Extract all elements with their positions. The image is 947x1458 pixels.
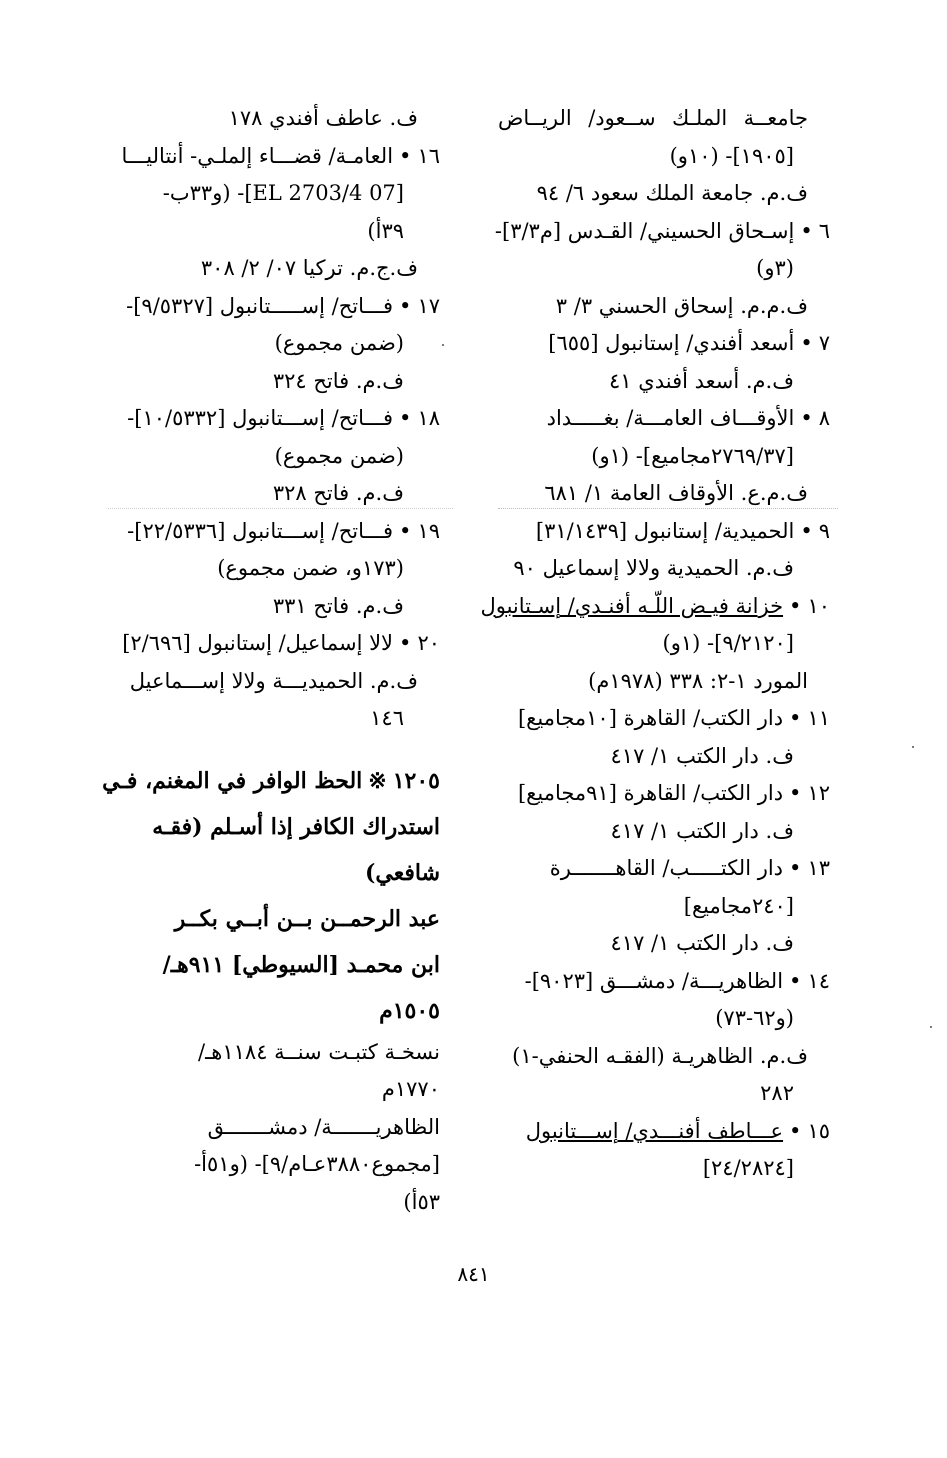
- bullet-icon: •: [789, 706, 802, 730]
- entry-title-line: [108, 850, 440, 896]
- entry-line-text: [07 EL 2703/4]- (و٣٣ب-: [162, 181, 404, 205]
- entry-line: [108, 700, 440, 738]
- item-text: الظاهريـــة/ دمشـــق [٩٠٢٣]-: [524, 968, 784, 993]
- numbered-item-14: [498, 963, 830, 1001]
- entry-line-text: ف.م. فاتح ٣٣١: [272, 593, 404, 618]
- item-number: ١٩: [417, 518, 440, 543]
- numbered-item-15: [498, 1113, 830, 1151]
- entry-line: [498, 138, 830, 176]
- bullet-icon: •: [789, 856, 802, 880]
- item-text: دار الكتب/ القاهرة [٩١مجاميع]: [517, 781, 784, 805]
- author-name: ابن محمـد [السيوطي] ٩١١هـ/: [162, 951, 440, 978]
- entry-line-text: ف.م.م. إسحاق الحسني ٣/ ٣: [555, 293, 808, 318]
- copy-line: [108, 1146, 440, 1184]
- entry-line-text: ف. دار الكتب ١/ ٤١٧: [610, 743, 794, 768]
- item-text: فـــاتح/ إســـتانبول [٢٢/٥٣٣٦]-: [127, 518, 394, 543]
- entry-line-text: [٩/٢١٢٠]- (١و): [662, 631, 794, 655]
- bullet-icon: •: [789, 968, 802, 993]
- item-text: الأوقـــاف العامـــة/ بغـــــداد: [546, 406, 795, 430]
- entry-line: [498, 1000, 830, 1038]
- entry-line: [108, 100, 440, 138]
- entry-line-text: ٢٨٢: [760, 1081, 794, 1105]
- bullet-icon: •: [789, 781, 802, 805]
- copy-text: ٥٣أ): [403, 1189, 440, 1214]
- item-number: ١٧: [417, 293, 440, 318]
- numbered-item-8: [498, 400, 830, 438]
- scan-speck: [442, 344, 444, 346]
- numbered-item-10: [480, 588, 830, 626]
- entry-title-line: [108, 804, 440, 850]
- entry-line-text: ف.م. جامعة الملك سعود ٦/ ٩٤: [536, 181, 808, 205]
- bullet-icon: •: [399, 631, 412, 655]
- entry-line-text: (ضمن مجموع): [274, 443, 404, 468]
- bullet-icon: •: [800, 218, 813, 243]
- entry-line: [498, 550, 830, 588]
- item-text: فـــاتح/ إســـــتانبول [٩/٥٣٢٧]-: [126, 293, 394, 318]
- copy-line: [108, 1034, 440, 1072]
- entry-line: [108, 475, 440, 513]
- copy-text: الظاهريـــــــة/ دمشـــــــق: [207, 1114, 440, 1139]
- entry-line: [108, 250, 440, 288]
- entry-line: [108, 588, 440, 626]
- entry-line-text: ف. دار الكتب ١/ ٤١٧: [610, 931, 794, 955]
- entry-line: [498, 175, 830, 213]
- entry-line-text: [٢٧٦٩/٣٧مجاميع]- (١و): [591, 443, 794, 468]
- entry-line: [498, 1150, 830, 1188]
- numbered-item-7: [498, 325, 830, 363]
- entry-line: جامعــة الملـك ســعود/ الريــاض: [498, 106, 808, 130]
- numbered-item-12: [498, 775, 830, 813]
- bullet-icon: •: [399, 518, 412, 543]
- entry-line-text: [٢٤٠مجاميع]: [683, 893, 794, 918]
- item-number: ١٨: [417, 406, 440, 430]
- entry-line: [498, 1075, 830, 1113]
- scan-speck: [930, 1026, 932, 1028]
- entry-line-text: ف. دار الكتب ١/ ٤١٧: [610, 818, 794, 843]
- entry-line: [108, 175, 440, 213]
- bullet-icon: •: [399, 406, 412, 430]
- item-text: الحميدية/ إستانبول [٣١/١٤٣٩]: [535, 518, 795, 543]
- entry-line-text: ف.م.ع. الأوقاف العامة ١/ ٦٨١: [544, 481, 808, 505]
- item-text: أسعد أفندي/ إستانبول [٦٥٥]: [548, 331, 795, 355]
- entry-line-text: ف.م. أسعد أفندي ٤١: [609, 368, 794, 393]
- bullet-icon: •: [789, 1118, 802, 1143]
- scan-dotted-line: [108, 508, 453, 509]
- item-number: ١٦: [417, 143, 440, 168]
- numbered-item-11: [498, 700, 830, 738]
- entry-title: استدراك الكافر إذا أسـلم (فقـه: [152, 813, 440, 840]
- right-column: [480, 100, 830, 1188]
- item-text: العامـة/ قضـــاء إلملـي- أنتاليـــا: [121, 143, 394, 168]
- bullet-icon: •: [789, 593, 802, 618]
- copy-text: ١٧٧٠م: [381, 1077, 440, 1101]
- star-icon: ※: [368, 767, 387, 794]
- item-text: خزانة فيـض اللّـه أفنـدي/ إسـتانبول: [480, 593, 784, 618]
- entry-line: [498, 438, 830, 476]
- numbered-item-20: [108, 625, 440, 663]
- item-number: ١٠: [807, 593, 830, 618]
- numbered-item-6: [494, 213, 830, 251]
- left-column: [102, 100, 440, 1221]
- item-number: ١٣: [807, 856, 830, 880]
- item-number: ١٤: [807, 968, 830, 993]
- entry-line-text: ف. عاطف أفندي ١٧٨: [228, 106, 418, 130]
- copy-text: نسخـة كتبـت سنــة ١١٨٤هـ/: [198, 1039, 440, 1064]
- entry-line: [108, 438, 440, 476]
- item-text: إسـحاق الحسيني/ القـدس [م٣/٣]-: [494, 218, 795, 243]
- spacer: [108, 738, 440, 758]
- copy-text: [مجموع٣٨٨٠عـام/٩]- (و٥١أ-: [194, 1152, 440, 1176]
- entry-line-text: [٢٤/٢٨٢٤]: [702, 1156, 794, 1180]
- item-text: لالا إسماعيل/ إستانبول [٢/٦٩٦]: [122, 631, 394, 655]
- item-text: عـــاطف أفنـــدي/ إســـتانبول: [525, 1118, 784, 1143]
- numbered-item-13: [498, 850, 830, 888]
- bullet-icon: •: [399, 293, 412, 318]
- author-name: عبد الرحمــن بــن أبــي بكــر: [174, 905, 440, 932]
- entry-line: [498, 813, 830, 851]
- copy-line: [108, 1109, 440, 1147]
- entry-line-text: ١٤٦: [370, 706, 404, 730]
- bullet-icon: •: [800, 406, 813, 430]
- item-number: ٦: [818, 218, 830, 243]
- entry-line-text: (١٧٣و، ضمن مجموع): [217, 556, 404, 580]
- entry-line-text: [١٩٠٥]- (١٠و): [669, 143, 794, 168]
- entry-line-text: (و٦٢-٧٣): [715, 1006, 794, 1030]
- copy-line: [108, 1071, 440, 1109]
- bullet-icon: •: [800, 331, 813, 355]
- entry-line: [498, 1038, 830, 1076]
- entry-line: [108, 325, 440, 363]
- bullet-icon: •: [800, 518, 813, 543]
- page-number: ٨٤١: [457, 1262, 490, 1286]
- author-line: [108, 988, 440, 1034]
- entry-line-text: ف.م. الحميديـــة ولالا إســـماعيل: [129, 668, 418, 693]
- entry-line: [498, 925, 830, 963]
- entry-line-text: ف.م. فاتح ٣٢٨: [272, 481, 404, 505]
- entry-line: [108, 213, 440, 251]
- entry-heading: [102, 758, 440, 804]
- entry-line: [108, 663, 440, 701]
- item-number: ١١: [807, 706, 830, 730]
- entry-line-text: ٣٩أ): [367, 218, 404, 243]
- entry-line: [498, 663, 830, 701]
- entry-line: [498, 888, 830, 926]
- entry-line: [498, 738, 830, 776]
- entry-line-text: ف.ج.م. تركيا ٠٧/ ٢/ ٣٠٨: [200, 256, 418, 280]
- item-number: ٨: [818, 406, 830, 430]
- numbered-item-9: [498, 513, 830, 551]
- item-number: ٧: [818, 331, 830, 355]
- entry-title: الحظ الوافر في المغنم، فـي: [102, 767, 363, 794]
- author-date: ١٥٠٥م: [379, 997, 440, 1024]
- entry-line: [498, 250, 830, 288]
- entry-line: [498, 288, 830, 326]
- entry-line-text: ف.م. الظاهريـة (الفقـه الحنفي-١): [512, 1043, 808, 1068]
- entry-title: شافعي): [364, 859, 440, 886]
- copy-line: [108, 1184, 440, 1222]
- entry-line-text: (٣و): [756, 256, 794, 280]
- item-text: فـــاتح/ إســـتانبول [١٠/٥٣٣٢]-: [127, 406, 394, 430]
- scan-speck: [912, 746, 914, 748]
- item-number: ٩: [818, 518, 830, 543]
- numbered-item-18: [108, 400, 440, 438]
- entry-line: [498, 475, 830, 513]
- item-text: دار الكتـــــب/ القاهـــــــرة: [549, 856, 784, 880]
- item-number: ١٥: [807, 1118, 830, 1143]
- entry-number: ١٢٠٥: [392, 767, 440, 794]
- bullet-icon: •: [399, 143, 412, 168]
- item-number: ١٢: [807, 781, 830, 805]
- entry-line-text: ف.م. فاتح ٣٢٤: [272, 368, 404, 393]
- entry-line: [108, 363, 440, 401]
- item-text: دار الكتب/ القاهرة [١٠مجاميع]: [517, 706, 784, 730]
- entry-line: [498, 625, 830, 663]
- entry-line: [498, 363, 830, 401]
- entry-line-text: ف.م. الحميدية ولالا إسماعيل ٩٠: [513, 556, 794, 580]
- entry-line: [108, 550, 440, 588]
- item-number: ٢٠: [417, 631, 440, 655]
- author-line: [108, 896, 440, 942]
- scan-dotted-line: [498, 508, 838, 509]
- numbered-item-17: [108, 288, 440, 326]
- entry-line-text: (ضمن مجموع): [274, 331, 404, 355]
- author-line: [108, 942, 440, 988]
- entry-line-text: المورد ١-٢: ٣٣٨ (١٩٧٨م): [588, 668, 808, 693]
- numbered-item-19: [108, 513, 440, 551]
- numbered-item-16: [108, 138, 440, 176]
